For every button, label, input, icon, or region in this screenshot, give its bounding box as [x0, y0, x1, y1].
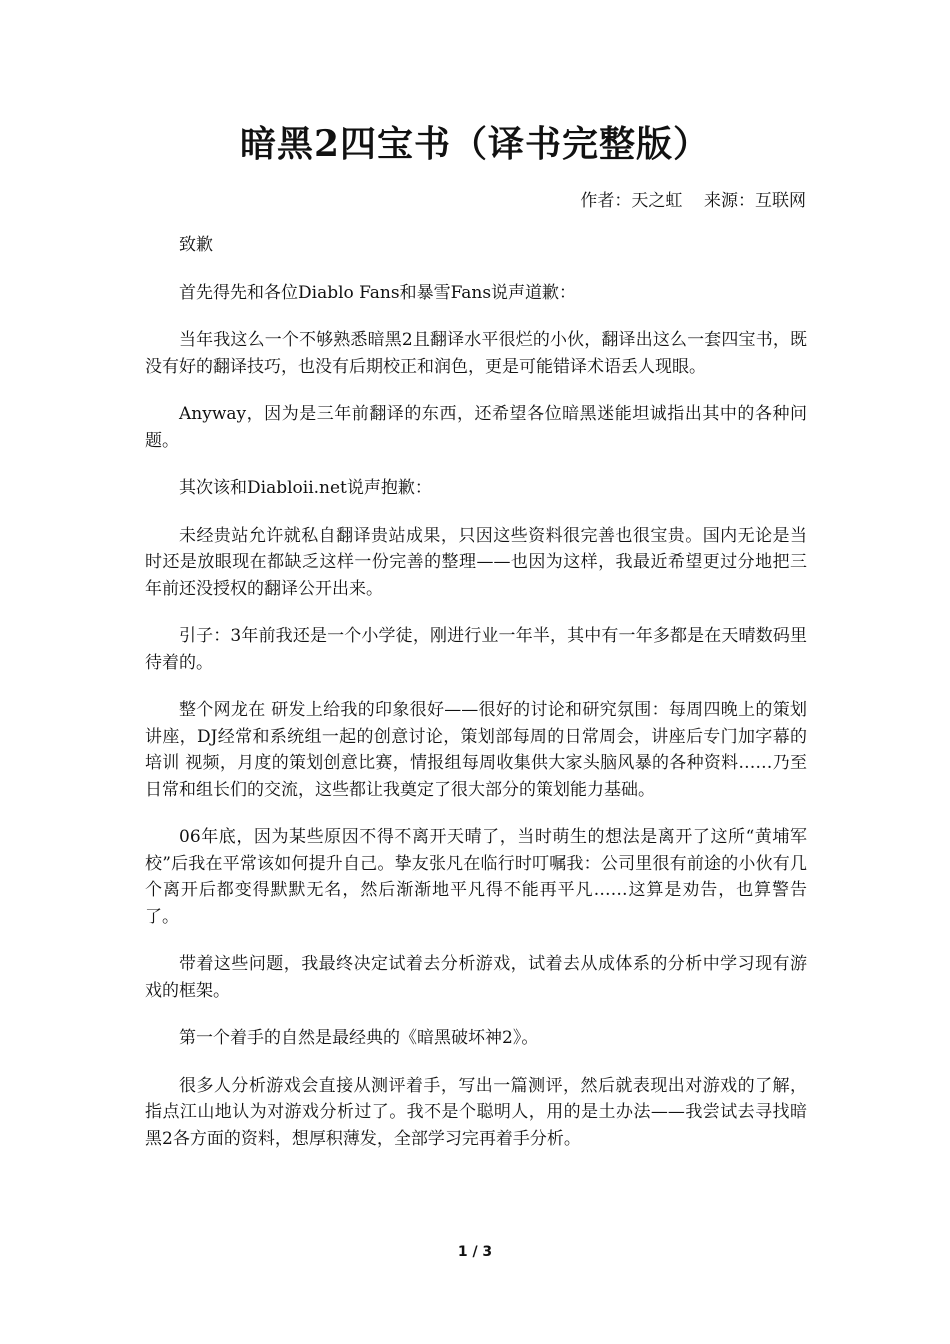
- paragraph: 当年我这么一个不够熟悉暗黑2且翻译水平很烂的小伙，翻译出这么一套四宝书，既没有好的翻译技巧，也没有后期校正和润色，更是可能错译术语丢人现眼。: [145, 330, 807, 377]
- paragraph: 第一个着手的自然是最经典的《暗黑破坏神2》。: [179, 1028, 539, 1048]
- paragraph: 首先得先和各位Diablo Fans和暴雪Fans说声道歉：: [179, 282, 577, 303]
- page-number: 1 / 3: [457, 1244, 493, 1260]
- paragraph: 其次该和Diabloii.net说声抱歉：: [179, 478, 432, 498]
- paragraph: 很多人分析游戏会直接从测评着手，写出一篇测评，然后就表现出对游戏的了解，指点江山地认为对游戏分析过了。我不是个聪明人，用的是土办法——我尝试去寻找暗黑2各方面的资料，想厚积薄发，全部学习完再着手分析。: [145, 1075, 807, 1149]
- paragraph: 带着这些问题，我最终决定试着去分析游戏，试着去从成体系的分析中学习现有游戏的框架。: [145, 954, 807, 1001]
- paragraph: 未经贵站允许就私自翻译贵站成果，只因这些资料很完善也很宝贵。国内无论是当时还是放眼现在都缺乏这样一份完善的整理——也因为这样，我最近希望更过分地把三年前还没授权的翻译公开出来。: [145, 525, 807, 599]
- paragraph: 引子：3年前我还是一个小学徒，刚进行业一年半，其中有一年多都是在天晴数码里待着的。: [145, 626, 807, 673]
- document-body: [145, 232, 807, 1173]
- paragraph: 整个网龙在 研发上给我的印象很好——很好的讨论和研究氛围：每周四晚上的策划讲座，DJ经常和系统组一起的创意讨论，策划部每周的日常周会，讲座后专门加字幕的培训 视频，月度的策划创意比赛，情报组每周收集供大家头脑风暴的各种资料……乃至日常和组长们的交流，这些都让我奠定了很大部分的策划能力基础。: [145, 700, 807, 800]
- author-source-line: 作者：天之虹 来源：互联网: [580, 191, 806, 211]
- paragraph-apology-heading: 致歉: [179, 235, 213, 255]
- document-title: 暗黑2四宝书（译书完整版）: [239, 123, 711, 165]
- paragraph: 06年底，因为某些原因不得不离开天晴了，当时萌生的想法是离开了这所“黄埔军校”后我在平常该如何提升自己。挚友张凡在临行时叮嘱我：公司里很有前途的小伙有几个离开后都变得默默无名，然后渐渐地平凡得不能再平凡……这算是劝告，也算警告了。: [145, 827, 807, 927]
- paragraph: Anyway，因为是三年前翻译的东西，还希望各位暗黑迷能坦诚指出其中的各种问题。: [145, 404, 807, 451]
